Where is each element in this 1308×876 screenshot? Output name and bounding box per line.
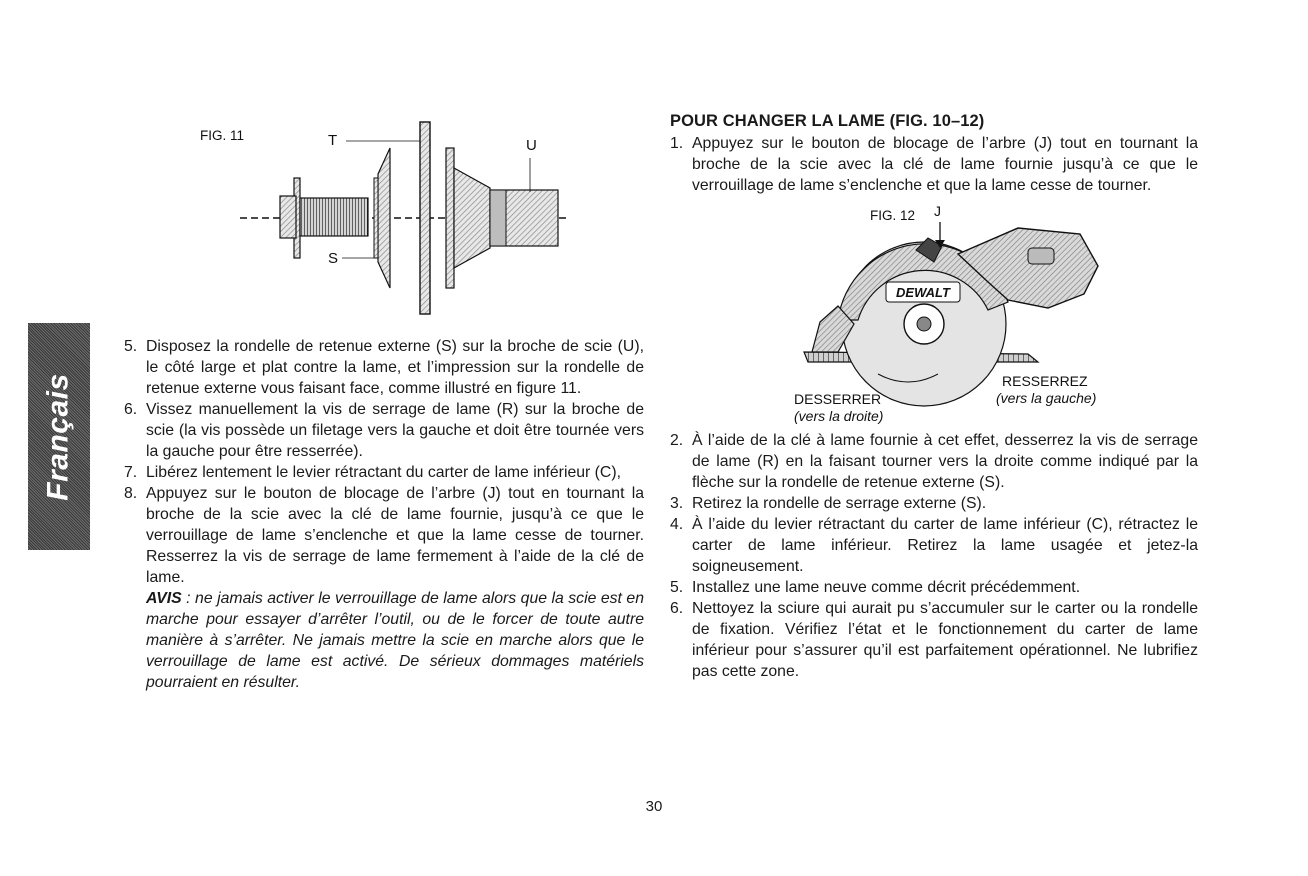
callout-t: T <box>328 132 338 149</box>
item-text: À l’aide de la clé à lame fournie à cet effet, desserrez la vis de serrage de lame (R) en la faisant tourner vers la droite comme indiqué par la flèche sur la rondelle de retenue externe (S). <box>692 432 1198 491</box>
item-text: Nettoyez la sciure qui aurait pu s’accumuler sur le carter ou la rondelle de fixation. Vérifiez l’état et le fonctionnement du carter de lame inférieur pour s’assurer qu’il est parfaitement opérationnel. Ne lubrifiez pas cette zone. <box>692 600 1198 680</box>
list-item <box>670 598 1198 682</box>
tighten-label: RESSERREZ <box>1002 373 1088 389</box>
bolt-head <box>280 196 296 238</box>
figure-12 <box>688 202 1188 424</box>
item-text: Libérez lentement le levier rétractant du carter de lame inférieur (C), <box>146 464 621 481</box>
item-text: Disposez la rondelle de retenue externe (S) sur la broche de scie (U), le côté large et plat contre la lame, et l’impression sur la rondelle de retenue externe vous faisant face, comme illustré en figure 11. <box>146 338 644 397</box>
notice-label: AVIS <box>146 590 182 607</box>
list-item <box>670 133 1198 196</box>
figure-11-label: FIG. 11 <box>200 128 245 143</box>
list-item <box>124 462 644 483</box>
notice-paragraph <box>146 588 644 693</box>
item-number: 4. <box>670 516 684 533</box>
item-number: 5. <box>124 338 138 355</box>
page-number: 30 <box>645 798 663 815</box>
item-text: Vissez manuellement la vis de serrage de lame (R) sur la broche de scie (la vis possède un filetage vers la gauche et doit être tournée vers la gauche pour être resserrée). <box>146 401 644 460</box>
callout-s: S <box>328 250 339 267</box>
item-text: Installez une lame neuve comme décrit précédemment. <box>692 579 1081 596</box>
item-number: 6. <box>670 600 684 617</box>
item-number: 3. <box>670 495 684 512</box>
callout-j: J <box>934 203 941 219</box>
figure-12-label: FIG. 12 <box>870 208 916 223</box>
figure-12-drawing <box>688 202 1188 424</box>
outer-washer <box>378 148 390 288</box>
list-item <box>124 483 644 588</box>
list-item <box>124 399 644 462</box>
list-item <box>670 514 1198 577</box>
tighten-direction: (vers la gauche) <box>996 390 1097 406</box>
item-text: Retirez la rondelle de serrage externe (S). <box>692 495 987 512</box>
item-number: 6. <box>124 401 138 418</box>
item-text: Appuyez sur le bouton de blocage de l’arbre (J) tout en tournant la broche de la scie avec la clé de lame fournie jusqu’à ce que le verrouillage de lame s’enclenche et que la lame cesse de tourner. <box>692 135 1198 194</box>
item-number: 8. <box>124 485 138 502</box>
figure-11-drawing <box>190 118 580 318</box>
list-item <box>670 430 1198 493</box>
item-number: 7. <box>124 464 138 481</box>
brand-logo: DEWALT <box>896 285 950 300</box>
item-text: À l’aide du levier rétractant du carter de lame inférieur (C), rétractez le carter de lame inférieur. Retirez la lame usagée et jetez-la soigneusement. <box>692 516 1198 575</box>
list-item <box>670 493 1198 514</box>
callout-u: U <box>526 137 537 154</box>
language-tab-label: Français <box>42 372 75 501</box>
figure-11 <box>190 118 580 318</box>
item-text: Appuyez sur le bouton de blocage de l’arbre (J) tout en tournant la broche de la scie avec la clé de lame fournie, jusqu’à ce que le verrouillage de lame s’enclenche et que la lame cesse de tourner. Resserrez la vis de serrage de lame fermement à l’aide de la clé de lame. <box>146 485 644 586</box>
bolt-thread <box>300 198 368 236</box>
right-column <box>670 111 1198 682</box>
language-tab <box>28 323 90 550</box>
list-item <box>124 336 644 399</box>
item-number: 5. <box>670 579 684 596</box>
section-heading: POUR CHANGER LA LAME (FIG. 10–12) <box>670 112 985 130</box>
loosen-label: DESSERRER <box>794 391 882 407</box>
inner-flange <box>446 148 454 288</box>
list-item <box>670 577 1198 598</box>
loosen-direction: (vers la droite) <box>794 408 884 424</box>
left-column <box>124 336 644 693</box>
notice-text: : ne jamais activer le verrouillage de lame alors que la scie est en marche pour essayer d’arrêter l’outil, ou de le forcer de toute autre manière à s’arrêter. Ne jamais mettre la scie en marche alors que le verrouillage de lame est activé. De sérieux dommages matériels pourraient en résulter. <box>146 590 644 691</box>
item-number: 1. <box>670 135 684 152</box>
blade <box>420 122 430 314</box>
item-number: 2. <box>670 432 684 449</box>
